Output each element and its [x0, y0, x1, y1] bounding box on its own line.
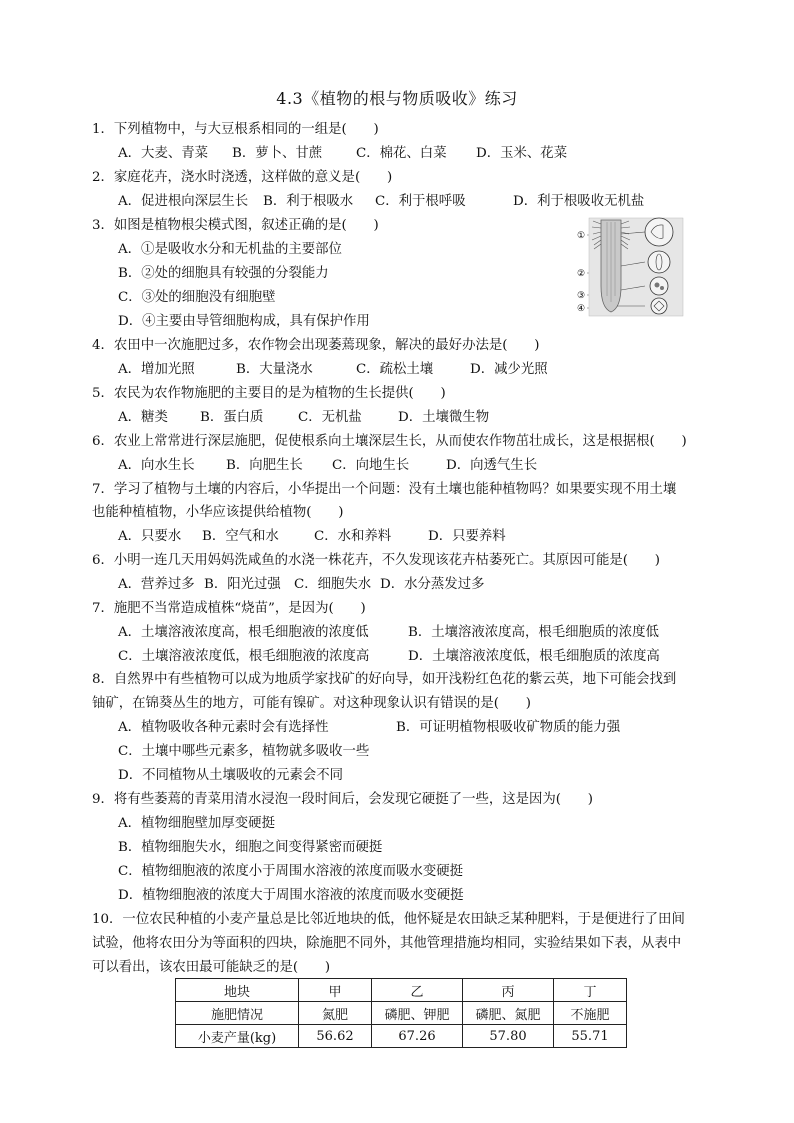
option-c: C．向地生长 — [332, 458, 410, 473]
figure-label-4: ④ — [577, 304, 586, 314]
table-cell: 甲 — [299, 979, 372, 1002]
page-title: 4.3《植物的根与物质吸收》练习 — [276, 89, 518, 108]
table-cell: 地块 — [176, 979, 299, 1002]
option-a: A．促进根向深层生长 — [118, 194, 249, 209]
option-d: D．不同植物从土壤吸收的元素会不同 — [118, 768, 343, 783]
table-cell: 57.80 — [463, 1025, 554, 1048]
table-cell: 磷肥、氮肥 — [463, 1002, 554, 1025]
question-4-stem: 4．农田中一次施肥过多，农作物会出现萎蔫现象，解决的最好办法是( ) — [92, 338, 540, 353]
question-7b-stem: 7．施肥不当常造成植株“烧苗”，是因为( ) — [92, 601, 366, 616]
question-6-options — [118, 456, 537, 476]
question-6b-stem: 6．小明一连几天用妈妈洗咸鱼的水浇一株花卉，不久发现该花卉枯萎死亡。其原因可能是( ) — [92, 553, 660, 568]
option-b: B．土壤溶液浓度高，根毛细胞质的浓度低 — [408, 625, 659, 640]
figure-label-2: ② — [577, 269, 586, 279]
option-c: C．疏松土壤 — [356, 362, 434, 377]
question-7-options — [118, 527, 506, 547]
question-8-stem-line-1: 8．自然界中有些植物可以成为地质学家找矿的好向导，如开浅粉红色花的紫云英，地下可能会找到 — [92, 672, 677, 687]
option-a: A．糖类 — [118, 410, 168, 425]
option-b: B．蛋白质 — [200, 410, 264, 425]
option-b: B．可证明植物根吸收矿物质的能力强 — [396, 720, 621, 735]
option-a: A．①是吸收水分和无机盐的主要部位 — [118, 242, 342, 257]
option-c: C．细胞失水 — [294, 577, 372, 592]
question-10-stem-line-1: 10．一位农民种植的小麦产量总是比邻近地块的低，他怀疑是农田缺乏某种肥料，于是便进行了田间 — [92, 912, 685, 927]
question-10-stem-line-2: 试验，他将农田分为等面积的四块，除施肥不同外，其他管理措施均相同，实验结果如下表，从表中 — [92, 936, 682, 951]
option-c: C．水和养料 — [314, 529, 392, 544]
option-a: A．植物吸收各种元素时会有选择性 — [118, 720, 329, 735]
option-b: B．植物细胞失水，细胞之间变得紧密而硬挺 — [118, 840, 383, 855]
option-b: B．向肥生长 — [226, 458, 303, 473]
option-d: D．利于根吸收无机盐 — [513, 194, 645, 209]
table-cell: 67.26 — [372, 1025, 463, 1048]
table-cell: 56.62 — [299, 1025, 372, 1048]
option-b: B．②处的细胞具有较强的分裂能力 — [118, 266, 329, 281]
table-cell: 氮肥 — [299, 1002, 372, 1025]
table-cell: 丁 — [554, 979, 627, 1002]
question-3-stem: 3．如图是植物根尖模式图，叙述正确的是( ) — [92, 218, 379, 233]
question-7b-options-row-1 — [118, 623, 659, 643]
question-2-options — [118, 192, 644, 212]
option-c: C．无机盐 — [298, 410, 362, 425]
option-d: D．水分蒸发过多 — [380, 577, 485, 592]
question-7-stem-line-2: 也能种植植物，小华应该提供给植物( ) — [92, 505, 344, 520]
option-c: C．③处的细胞没有细胞壁 — [118, 290, 276, 305]
option-d: D．土壤溶液浓度低，根毛细胞质的浓度高 — [408, 649, 660, 664]
option-d: D．向透气生长 — [446, 458, 538, 473]
question-2-stem: 2．家庭花卉，浇水时浇透，这样做的意义是( ) — [92, 170, 393, 185]
figure-label-1: ① — [577, 231, 586, 241]
option-d: D．土壤微生物 — [398, 410, 490, 425]
option-a: A．向水生长 — [118, 458, 195, 473]
table-cell: 磷肥、钾肥 — [372, 1002, 463, 1025]
option-d: D．玉米、花菜 — [476, 146, 568, 161]
table-cell: 丙 — [463, 979, 554, 1002]
option-b: B．大量浇水 — [236, 362, 313, 377]
question-1-stem: 1．下列植物中，与大豆根系相同的一组是( ) — [92, 122, 379, 137]
option-c: C．植物细胞液的浓度小于周围水溶液的浓度而吸水变硬挺 — [118, 864, 464, 879]
question-6b-options — [118, 575, 484, 595]
question-5-stem: 5．农民为农作物施肥的主要目的是为植物的生长提供( ) — [92, 386, 446, 401]
results-table — [175, 978, 627, 1048]
option-c: C．土壤中哪些元素多，植物就多吸收一些 — [118, 744, 370, 759]
option-a: A．营养过多 — [118, 577, 195, 592]
question-10-stem-line-3: 可以看出，该农田最可能缺乏的是( ) — [92, 960, 331, 975]
root-tip-figure — [575, 216, 685, 318]
figure-label-3: ③ — [577, 291, 586, 301]
option-a: A．增加光照 — [118, 362, 195, 377]
option-c: C．利于根呼吸 — [375, 194, 466, 209]
option-a: A．土壤溶液浓度高，根毛细胞液的浓度低 — [118, 625, 369, 640]
option-d: D．减少光照 — [470, 362, 548, 377]
option-b: B．萝卜、甘蔗 — [232, 146, 323, 161]
question-8-options-row-1 — [118, 718, 620, 738]
option-b: B．利于根吸水 — [263, 194, 354, 209]
root-tip-diagram — [575, 216, 685, 318]
question-5-options — [118, 408, 489, 428]
question-9-stem: 9．将有些萎蔫的青菜用清水浸泡一段时间后，会发现它硬挺了一些，这是因为( ) — [92, 792, 594, 807]
table-cell: 施肥情况 — [176, 1002, 299, 1025]
table-cell: 小麦产量(kg) — [176, 1025, 299, 1048]
option-b: B．空气和水 — [202, 529, 279, 544]
table-row — [176, 979, 627, 1002]
question-8-stem-line-2: 铀矿，在锦葵丛生的地方，可能有镍矿。对这种现象认识有错误的是( ) — [92, 696, 531, 711]
option-a: A．植物细胞壁加厚变硬挺 — [118, 816, 275, 831]
question-7b-options-row-2 — [118, 647, 660, 667]
question-4-options — [118, 360, 548, 380]
option-d: D．只要养料 — [428, 529, 506, 544]
option-a: A．大麦、青菜 — [118, 146, 209, 161]
table-cell: 55.71 — [554, 1025, 627, 1048]
option-d: D．④主要由导管细胞构成，具有保护作用 — [118, 314, 370, 329]
option-c: C．土壤溶液浓度低，根毛细胞液的浓度高 — [118, 649, 370, 664]
table-cell: 不施肥 — [554, 1002, 627, 1025]
option-a: A．只要水 — [118, 529, 182, 544]
table-row — [176, 1002, 627, 1025]
table-cell: 乙 — [372, 979, 463, 1002]
question-6-stem: 6．农业上常常进行深层施肥，促使根系向土壤深层生长，从而使农作物茁壮成长，这是根据根( ) — [92, 434, 687, 449]
option-c: C．棉花、白菜 — [356, 146, 447, 161]
option-b: B．阳光过强 — [204, 577, 281, 592]
question-1-options — [118, 144, 567, 164]
question-7-stem-line-1: 7．学习了植物与土壤的内容后，小华提出一个问题：没有土壤也能种植物吗？如果要实现不用土壤 — [92, 482, 677, 497]
table-row — [176, 1025, 627, 1048]
option-d: D．植物细胞液的浓度大于周围水溶液的浓度而吸水变硬挺 — [118, 888, 464, 903]
